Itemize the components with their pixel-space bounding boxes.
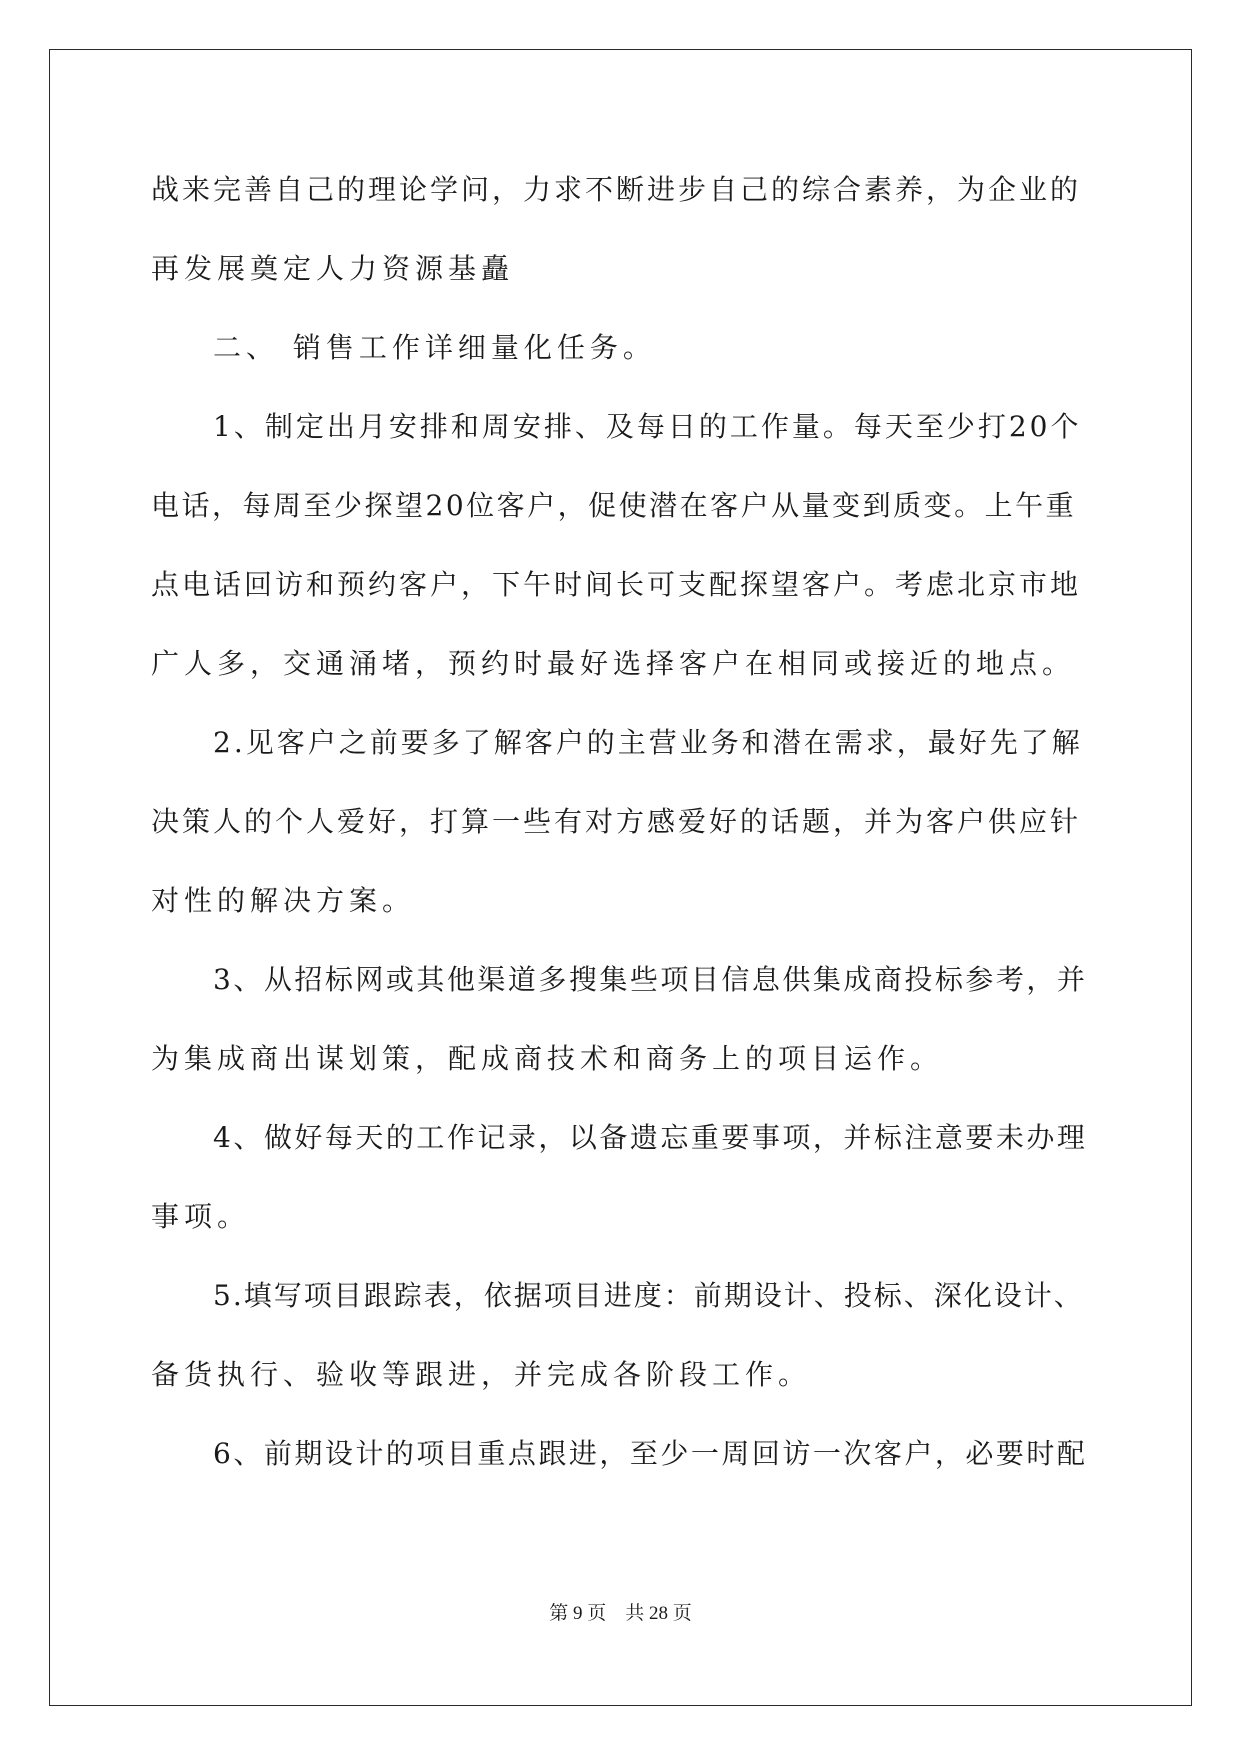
text-line: 备货执行、验收等跟进，并完成各阶段工作。 (151, 1358, 812, 1391)
page-number-footer: 第 9 页 共 28 页 (549, 1603, 692, 1624)
text-line: 事项。 (151, 1200, 251, 1233)
text-line: 6、前期设计的项目重点跟进，至少一周回访一次客户，必要时配 (213, 1437, 1088, 1470)
text-line: 5.填写项目跟踪表，依据项目进度：前期设计、投标、深化设计、 (213, 1279, 1084, 1312)
section-heading: 二、 销售工作详细量化任务。 (213, 331, 656, 364)
text-line: 战来完善自己的理论学问，力求不断进步自己的综合素养，为企业的 (151, 173, 1082, 206)
text-line: 1、制定出月安排和周安排、及每日的工作量。每天至少打20个 (213, 410, 1082, 443)
text-line: 决策人的个人爱好，打算一些有对方感爱好的话题，并为客户供应针 (151, 805, 1082, 838)
text-line: 2.见客户之前要多了解客户的主营业务和潜在需求，最好先了解 (213, 726, 1083, 759)
text-line: 为集成商出谋划策，配成商技术和商务上的项目运作。 (151, 1042, 944, 1075)
text-line: 3、从招标网或其他渠道多搜集些项目信息供集成商投标参考，并 (213, 963, 1088, 996)
text-line: 4、做好每天的工作记录，以备遗忘重要事项，并标注意要未办理 (213, 1121, 1088, 1154)
text-line: 对性的解决方案。 (151, 884, 416, 917)
text-line: 点电话回访和预约客户，下午时间长可支配探望客户。考虑北京市地 (151, 568, 1082, 601)
text-line: 再发展奠定人力资源基矗 (151, 252, 515, 285)
text-line: 电话，每周至少探望20位客户，促使潜在客户从量变到质变。上午重 (151, 489, 1077, 522)
text-line: 广人多，交通涌堵，预约时最好选择客户在相同或接近的地点。 (151, 647, 1076, 680)
